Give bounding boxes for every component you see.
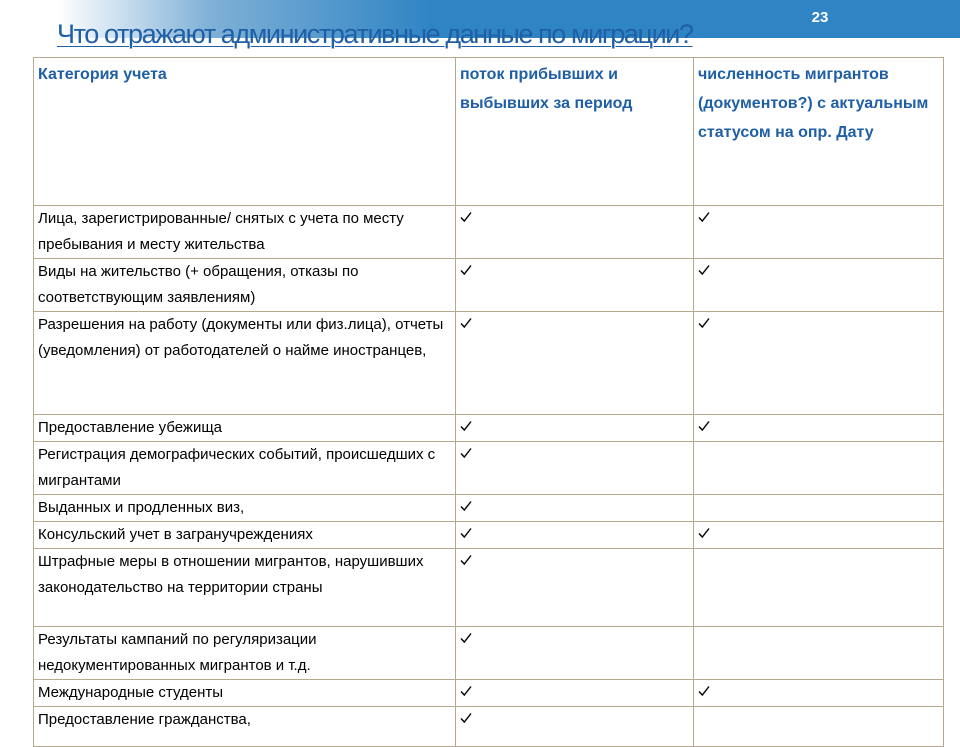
check-icon <box>460 500 472 512</box>
table-row <box>34 206 944 259</box>
row-flow-cell <box>456 206 694 259</box>
slide-number: 23 <box>811 9 829 26</box>
check-icon <box>460 420 472 432</box>
row-flow-cell <box>456 680 694 707</box>
table-row <box>34 522 944 549</box>
check-icon <box>460 685 472 697</box>
check-icon <box>460 554 472 566</box>
check-icon <box>460 264 472 276</box>
table-row <box>34 259 944 312</box>
row-category: Консульский учет в загранучреждениях <box>34 522 456 549</box>
check-icon <box>698 211 710 223</box>
row-stock-cell <box>694 312 944 415</box>
row-category: Международные студенты <box>34 680 456 707</box>
table-header-row <box>34 58 944 206</box>
check-icon <box>460 712 472 724</box>
row-stock-cell <box>694 522 944 549</box>
table-row <box>34 495 944 522</box>
row-stock-cell <box>694 495 944 522</box>
row-category: Виды на жительство (+ обращения, отказы по соответствующим заявлениям) <box>34 259 456 312</box>
row-flow-cell <box>456 549 694 627</box>
table-row <box>34 415 944 442</box>
slide-title: Что отражают административные данные по миграции? <box>57 19 693 49</box>
check-icon <box>460 632 472 644</box>
check-icon <box>698 264 710 276</box>
row-flow-cell <box>456 442 694 495</box>
row-category: Регистрация демографических событий, происшедших с мигрантами <box>34 442 456 495</box>
row-category: Разрешения на работу (документы или физ.лица), отчеты (уведомления) от работодателей о найме иностранцев, <box>34 312 456 415</box>
header-stock: численность мигрантов (документов?) с актуальным статусом на опр. Дату <box>694 58 944 206</box>
row-stock-cell <box>694 707 944 747</box>
row-stock-cell <box>694 680 944 707</box>
table-row <box>34 312 944 415</box>
row-stock-cell <box>694 206 944 259</box>
row-stock-cell <box>694 415 944 442</box>
data-table <box>33 57 944 747</box>
table-row <box>34 680 944 707</box>
row-flow-cell <box>456 312 694 415</box>
row-flow-cell <box>456 627 694 680</box>
row-flow-cell <box>456 495 694 522</box>
row-category: Выданных и продленных виз, <box>34 495 456 522</box>
check-icon <box>698 527 710 539</box>
check-icon <box>698 420 710 432</box>
row-flow-cell <box>456 415 694 442</box>
row-category: Штрафные меры в отношении мигрантов, нарушивших законодательство на территории страны <box>34 549 456 627</box>
row-stock-cell <box>694 259 944 312</box>
table-row <box>34 627 944 680</box>
row-category: Лица, зарегистрированные/ снятых с учета по месту пребывания и месту жительства <box>34 206 456 259</box>
row-flow-cell <box>456 707 694 747</box>
check-icon <box>698 317 710 329</box>
check-icon <box>698 685 710 697</box>
check-icon <box>460 447 472 459</box>
row-category: Предоставление убежища <box>34 415 456 442</box>
row-flow-cell <box>456 259 694 312</box>
row-category: Результаты кампаний по регуляризации недокументированных мигрантов и т.д. <box>34 627 456 680</box>
row-stock-cell <box>694 442 944 495</box>
check-icon <box>460 211 472 223</box>
row-stock-cell <box>694 627 944 680</box>
row-stock-cell <box>694 549 944 627</box>
check-icon <box>460 527 472 539</box>
table-row <box>34 549 944 627</box>
header-category: Категория учета <box>34 58 456 206</box>
row-category: Предоставление гражданства, <box>34 707 456 747</box>
table-row <box>34 707 944 747</box>
row-flow-cell <box>456 522 694 549</box>
table-row <box>34 442 944 495</box>
check-icon <box>460 317 472 329</box>
header-flow: поток прибывших и выбывших за период <box>456 58 694 206</box>
